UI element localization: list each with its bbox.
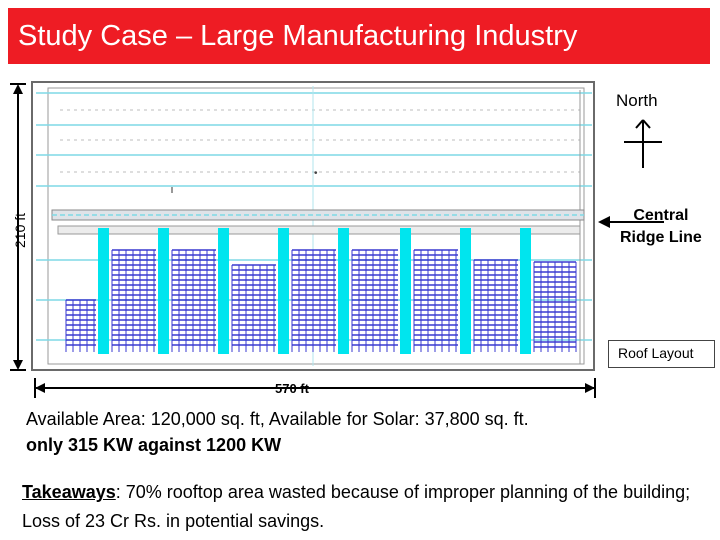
ridge-label-line1: Central xyxy=(633,207,689,224)
roof-layout-label: Roof Layout xyxy=(618,345,694,361)
svg-text:•: • xyxy=(314,168,318,179)
width-dimension-label: 570 ft xyxy=(275,381,309,396)
ridge-label-line2: Ridge Line xyxy=(620,229,702,246)
north-arrow-icon xyxy=(624,120,662,168)
available-area-line: Available Area: 120,000 sq. ft, Available for Solar: 37,800 sq. ft. xyxy=(26,409,529,429)
north-label: North xyxy=(616,91,658,110)
walkway xyxy=(218,228,229,354)
walkway xyxy=(400,228,411,354)
walkway xyxy=(98,228,109,354)
walkway xyxy=(460,228,471,354)
walkway xyxy=(278,228,289,354)
available-area-text xyxy=(26,406,694,458)
takeaways-body: : 70% rooftop area wasted because of improper planning of the building; Loss of 23 Cr Rs. in potential savings. xyxy=(22,482,691,531)
takeaways-paragraph xyxy=(22,478,702,536)
takeaways-heading: Takeaways xyxy=(22,482,116,502)
walkway xyxy=(338,228,349,354)
width-dimension-line xyxy=(35,378,595,398)
capacity-line: only 315 KW against 1200 KW xyxy=(26,435,282,455)
central-ridge-label xyxy=(620,205,702,249)
slide-title: Study Case – Large Manufacturing Industry xyxy=(18,20,578,52)
walkway xyxy=(520,228,531,354)
walkway xyxy=(158,228,169,354)
height-dimension-label: 210 ft xyxy=(12,212,28,248)
